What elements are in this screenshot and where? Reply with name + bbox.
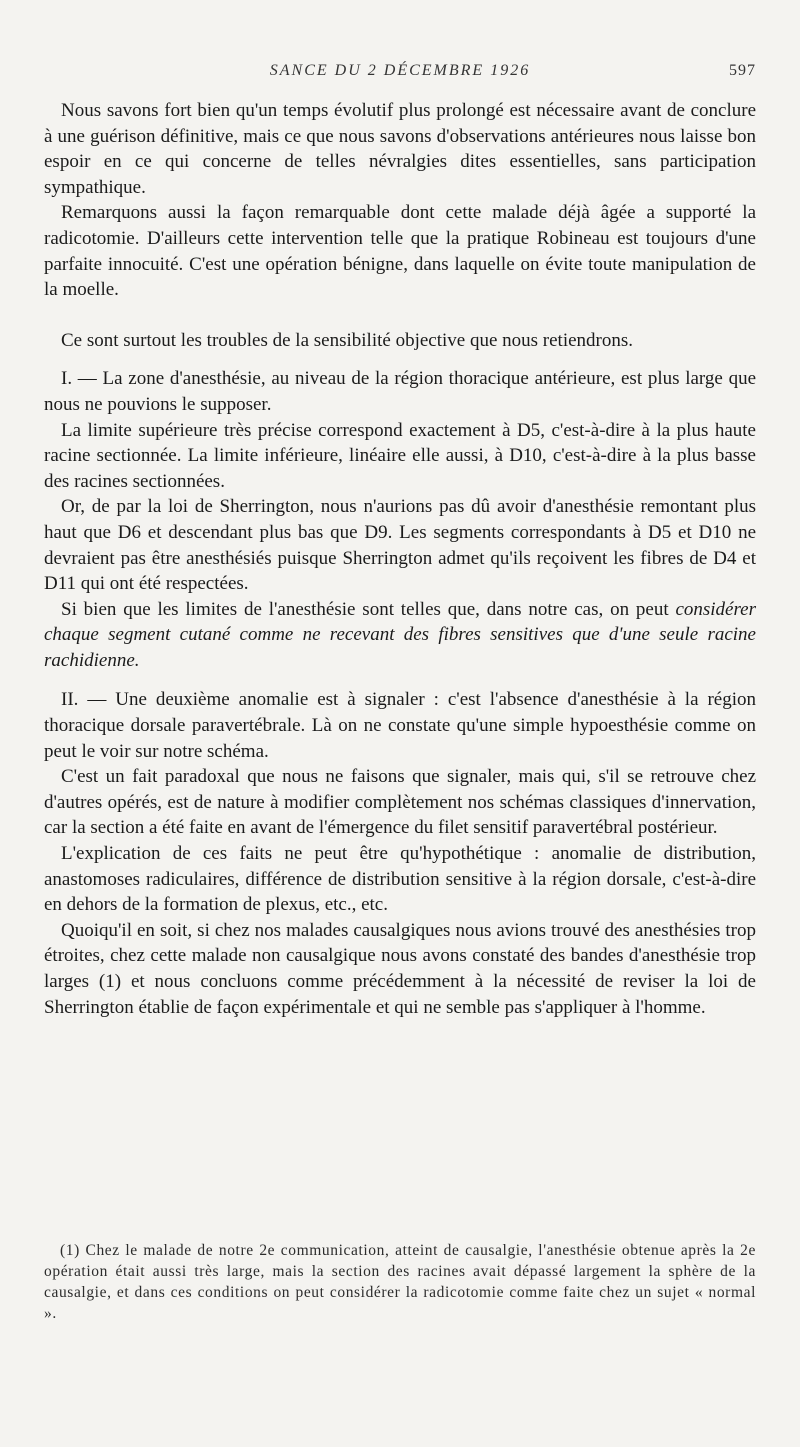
paragraph: Remarquons aussi la façon remarquable dont cette malade déjà âgée a supporté la radicotomie. D'ailleurs cette intervention telle que la pratique Robineau est toujours d'une parfaite innocuité. C'est une opération bénigne, dans laquelle on évite toute manipulation de la moelle. bbox=[44, 202, 756, 301]
body-text bbox=[44, 98, 756, 1020]
paragraph: II. — Une deuxième anomalie est à signaler : c'est l'absence d'anesthésie à la région thoracique dorsale paravertébrale. Là on ne constate qu'une simple hypoesthésie comme on peut le voir sur notre schéma. bbox=[44, 689, 756, 762]
paragraph: I. — La zone d'anesthésie, au niveau de la région thoracique antérieure, est plus large que nous ne pouvions le supposer. bbox=[44, 368, 756, 415]
paragraph-spacer bbox=[44, 303, 756, 328]
paragraph-lead: Si bien que les limites de l'anesthésie sont telles que, dans notre cas, on peut bbox=[61, 598, 676, 620]
paragraph: Or, de par la loi de Sherrington, nous n'aurions pas dû avoir d'anesthésie remontant plus haut que D6 et descendant plus bas que D9. Les segments correspondants à D5 et D10 ne devraient pas être anesthésiés puisque Sherrington admet qu'ils reçoivent les fibres de D4 et D11 qui ont été respectées. bbox=[44, 496, 756, 595]
running-title: SANCE DU 2 DÉCEMBRE 1926 bbox=[269, 62, 531, 79]
footnote: (1) Chez le malade de notre 2e communication, atteint de causalgie, l'anesthésie obtenue après la 2e opération était aussi très large, mais la section des racines avait dépassé largement la sphère de la causalgie, et dans ces conditions on peut considérer la radicotomie comme faite chez un sujet « normal ». bbox=[44, 1242, 756, 1322]
paragraph: Quoiqu'il en soit, si chez nos malades causalgiques nous avions trouvé des anesthésies trop étroites, chez cette malade non causalgique nous avons constaté des bandes d'anesthésie trop larges (1) et nous concluons comme précédemment à la nécessité de reviser la loi de Sherrington établie de façon expérimentale et qui ne semble pas s'appliquer à l'homme. bbox=[44, 919, 756, 1018]
paragraph-spacer bbox=[44, 673, 756, 687]
paragraph: La limite supérieure très précise correspond exactement à D5, c'est-à-dire à la plus haute racine sectionnée. La limite inférieure, linéaire elle aussi, à D10, c'est-à-dire à la plus basse des racines sectionnées. bbox=[44, 419, 756, 492]
page-header bbox=[44, 62, 756, 86]
paragraph: C'est un fait paradoxal que nous ne faisons que signaler, mais qui, s'il se retrouve chez d'autres opérés, est de nature à modifier complètement nos schémas classiques d'innervation, car la section a été faite en avant de l'émergence du filet sensitif paravertébral postérieur. bbox=[44, 766, 756, 839]
paragraph-spacer bbox=[44, 353, 756, 366]
emphasized-text: considérer chaque segment cutané comme ne recevant des fibres sensitives que d'une seule racine rachidienne. bbox=[44, 598, 756, 671]
page-number: 597 bbox=[729, 62, 756, 79]
paragraph bbox=[44, 597, 756, 674]
paragraph: L'explication de ces faits ne peut être qu'hypothétique : anomalie de distribution, anastomoses radiculaires, différence de distribution sensitive à la région dorsale, c'est-à-dire en dehors de la formation de plexus, etc., etc. bbox=[44, 843, 756, 916]
paragraph: Nous savons fort bien qu'un temps évolutif plus prolongé est nécessaire avant de conclure à une guérison définitive, mais ce que nous savons d'observations antérieures nous laisse bon espoir en ce qui concerne de telles névralgies dites essentielles, sans participation sympathique. bbox=[44, 100, 756, 198]
paragraph: Ce sont surtout les troubles de la sensibilité objective que nous retiendrons. bbox=[61, 329, 634, 351]
